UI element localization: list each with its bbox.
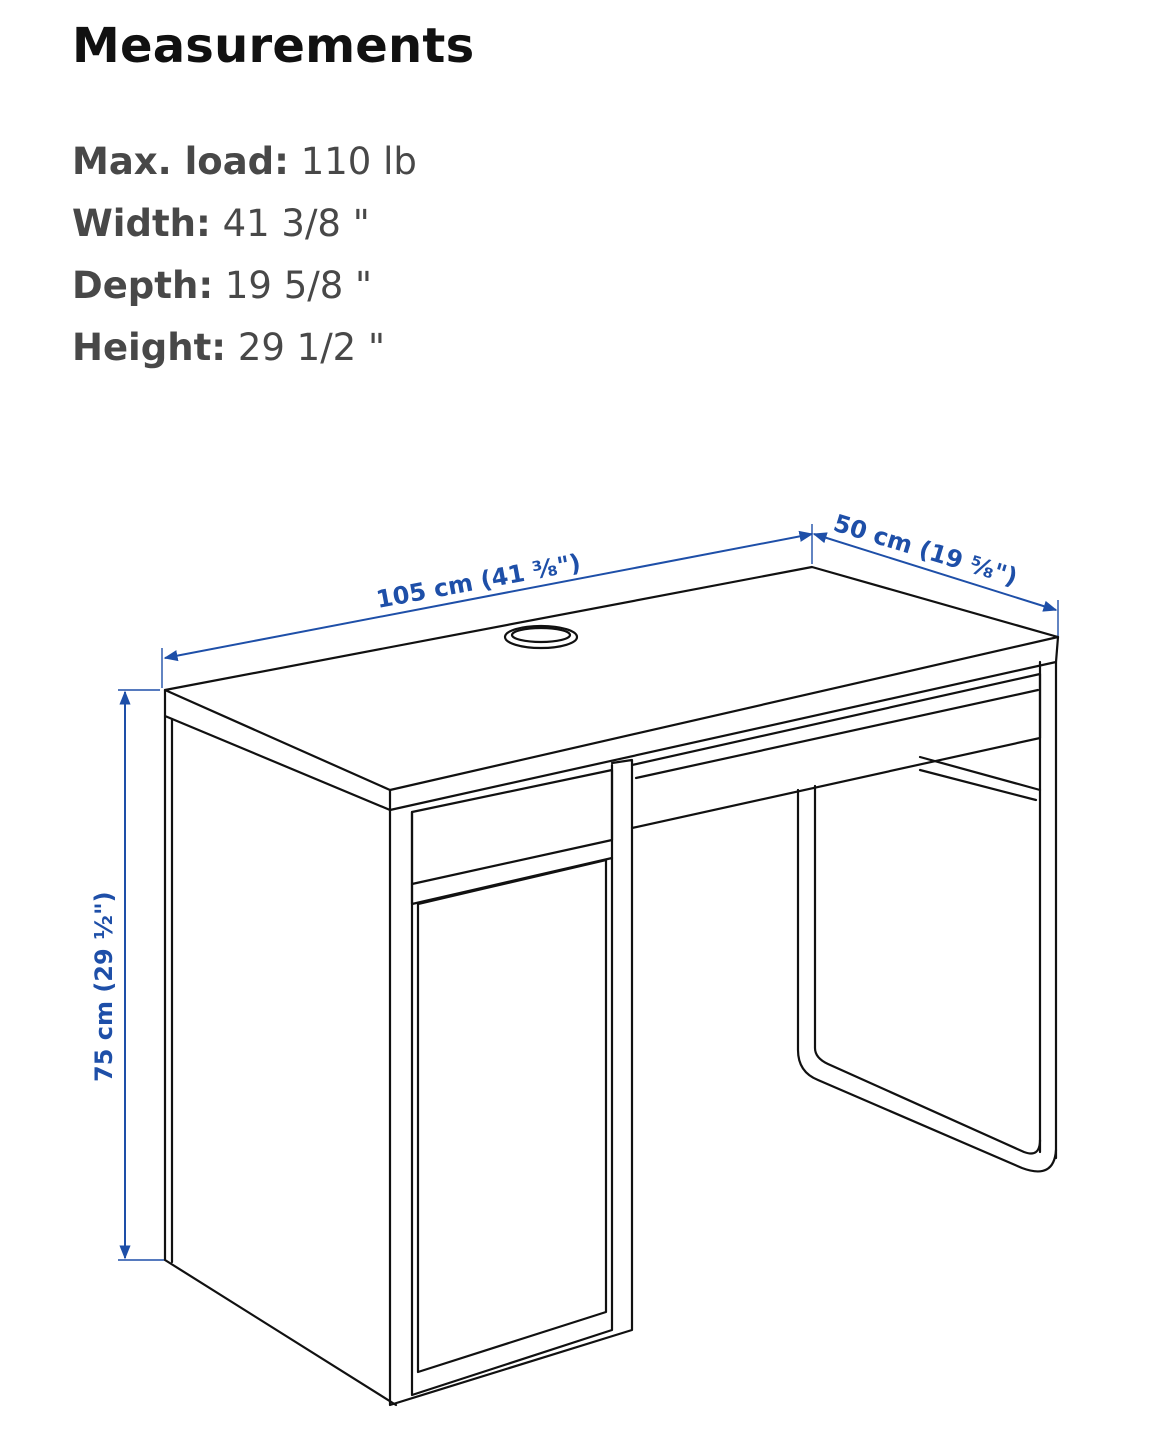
spec-value: 19 5/8 ": [224, 264, 373, 307]
desktop-left-edge: [165, 690, 390, 810]
page-title: Measurements: [72, 18, 475, 74]
spec-value: 29 1/2 ": [237, 326, 385, 369]
metal-leg-outer: [798, 790, 1056, 1171]
spec-label: Max. load:: [72, 140, 289, 183]
desktop-top: [165, 567, 1058, 790]
cabinet-front: [390, 760, 632, 1405]
spec-label: Height:: [72, 326, 227, 369]
width-dimension-line: [165, 534, 812, 658]
cable-hole-inner: [512, 628, 570, 642]
desk-dimension-diagram: [0, 440, 1151, 1440]
spec-height: [72, 322, 417, 384]
desktop-front-edge: [390, 637, 1058, 810]
cabinet-side: [165, 716, 396, 1405]
spec-max-load: [72, 136, 417, 198]
spec-label: Depth:: [72, 264, 214, 307]
cabinet-drawer: [412, 770, 612, 884]
desk-apron-inner: [636, 690, 1038, 778]
spec-value: 110 lb: [300, 140, 417, 183]
dimension-lines: [118, 524, 1058, 1260]
metal-leg-inner: [815, 786, 1040, 1154]
specs-list: [72, 136, 417, 384]
cable-hole: [505, 626, 577, 648]
width-dimension-label: 105 cm (41 ³⁄₈"): [373, 548, 583, 614]
cabinet-door: [418, 860, 606, 1372]
spec-value: 41 3/8 ": [222, 202, 370, 245]
desk-apron: [632, 674, 1040, 828]
spec-label: Width:: [72, 202, 211, 245]
depth-dimension-label: 50 cm (19 ⁵⁄₈"): [830, 508, 1021, 592]
cabinet-front-inner: [412, 765, 612, 1395]
spec-width: [72, 198, 417, 260]
desk-illustration: [165, 567, 1058, 1405]
height-dimension-label: 75 cm (29 ¹⁄₂"): [90, 891, 118, 1082]
spec-depth: [72, 260, 417, 322]
